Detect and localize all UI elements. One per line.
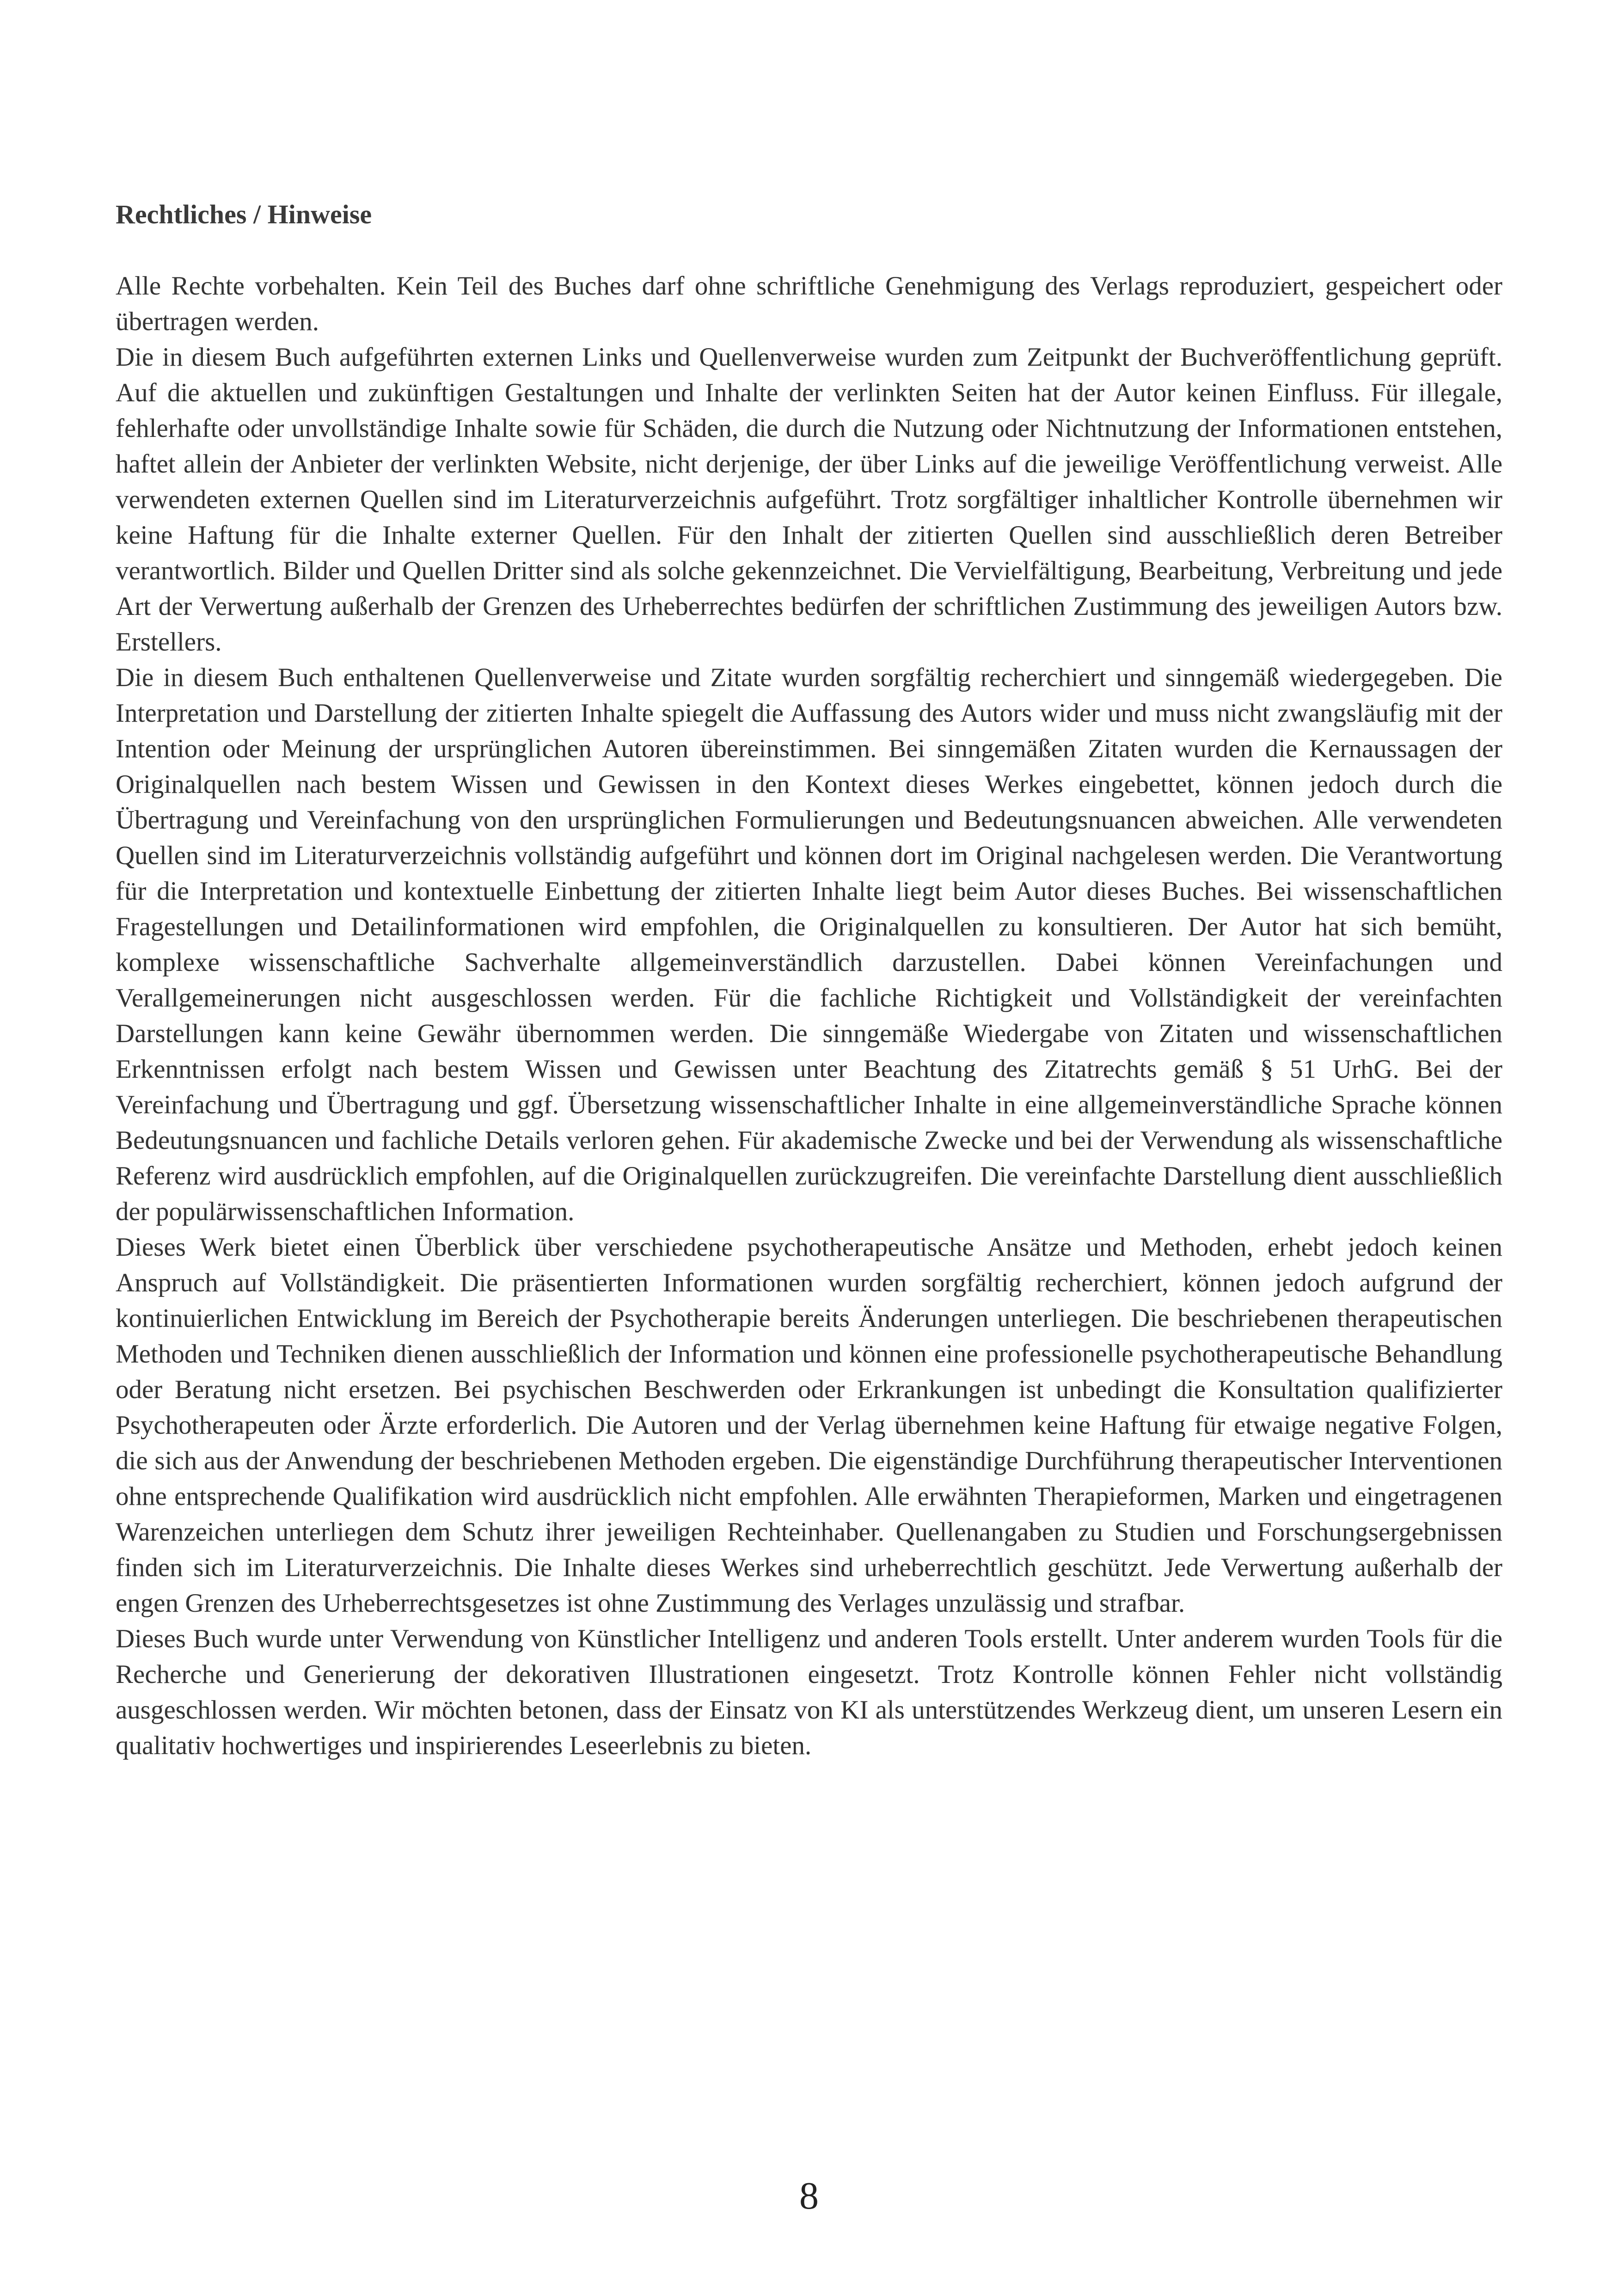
paragraph-psychotherapy-disclaimer: Dieses Werk bietet einen Überblick über verschiedene psychotherapeutische Ansätze und Methoden, erhebt jedoch keinen Anspruch auf Vollständigkeit. Die präsentierten Informationen wurden sorgfältig recherchiert, können jedoch aufgrund der kontinuierlichen Entwicklung im Bereich der Psychotherapie bereits Änderungen unterliegen. Die beschriebenen therapeutischen Methoden und Techniken dienen ausschließlich der Information und können eine professionelle psychotherapeutische Behandlung oder Beratung nicht ersetzen. Bei psychischen Beschwerden oder Erkrankungen ist unbedingt die Konsultation qualifizierter Psychotherapeuten oder Ärzte erforderlich. Die Autoren und der Verlag übernehmen keine Haftung für etwaige negative Folgen, die sich aus der Anwendung der beschriebenen Methoden ergeben. Die eigenständige Durchführung therapeutischer Interventionen ohne entsprechende Qualifikation wird ausdrücklich nicht empfohlen. Alle erwähnten Therapieformen, Marken und eingetragenen Warenzeichen unterliegen dem Schutz ihrer jeweiligen Rechteinhaber. Quellenangaben zu Studien und Forschungsergebnissen finden sich im Literaturverzeichnis. Die Inhalte dieses Werkes sind urheberrechtlich geschützt. Jede Verwertung außerhalb der engen Grenzen des Urheberrechtsgesetzes ist ohne Zustimmung des Verlages unzulässig und strafbar. xyxy=(116,1233,1502,1618)
paragraph-ai-usage: Dieses Buch wurde unter Verwendung von Künstlicher Intelligenz und anderen Tools erstellt. Unter anderem wurden Tools für die Recherche und Generierung der dekorativen Illustrationen eingesetzt. Trotz Kontrolle können Fehler nicht vollständig ausgeschlossen werden. Wir möchten betonen, dass der Einsatz von KI als unterstützendes Werkzeug dient, um unseren Lesern ein qualitativ hochwertiges und inspirierendes Leseerlebnis zu bieten. xyxy=(116,1624,1502,1760)
page-heading: Rechtliches / Hinweise xyxy=(116,199,372,229)
paragraph-rights: Alle Rechte vorbehalten. Kein Teil des Buches darf ohne schriftliche Genehmigung des Verlags reproduziert, gespeichert oder übertragen werden. xyxy=(116,271,1502,336)
paragraph-citations: Die in diesem Buch enthaltenen Quellenverweise und Zitate wurden sorgfältig recherchiert und sinngemäß wiedergegeben. Die Interpretation und Darstellung der zitierten Inhalte spiegelt die Auffassung des Autors wider und muss nicht zwangsläufig mit der Intention oder Meinung der ursprünglichen Autoren übereinstimmen. Bei sinngemäßen Zitaten wurden die Kernaussagen der Originalquellen nach bestem Wissen und Gewissen in den Kontext dieses Werkes eingebettet, können jedoch durch die Übertragung und Vereinfachung von den ursprünglichen Formulierungen und Bedeutungsnuancen abweichen. Alle verwendeten Quellen sind im Literaturverzeichnis vollständig aufgeführt und können dort im Original nachgelesen werden. Die Verantwortung für die Interpretation und kontextuelle Einbettung der zitierten Inhalte liegt beim Autor dieses Buches. Bei wissenschaftlichen Fragestellungen und Detailinformationen wird empfohlen, die Originalquellen zu konsultieren. Der Autor hat sich bemüht, komplexe wissenschaftliche Sachverhalte allgemeinverständlich darzustellen. Dabei können Vereinfachungen und Verallgemeinerungen nicht ausgeschlossen werden. Für die fachliche Richtigkeit und Vollständigkeit der vereinfachten Darstellungen kann keine Gewähr übernommen werden. Die sinngemäße Wiedergabe von Zitaten und wissenschaftlichen Erkenntnissen erfolgt nach bestem Wissen und Gewissen unter Beachtung des Zitatrechts gemäß § 51 UrhG. Bei der Vereinfachung und Übertragung und ggf. Übersetzung wissenschaftlicher Inhalte in eine allgemeinverständliche Sprache können Bedeutungsnuancen und fachliche Details verloren gehen. Für akademische Zwecke und bei der Verwendung als wissenschaftliche Referenz wird ausdrücklich empfohlen, auf die Originalquellen zurückzugreifen. Die vereinfachte Darstellung dient ausschließlich der populärwissenschaftlichen Information. xyxy=(116,663,1502,1226)
document-body xyxy=(116,268,1502,1763)
paragraph-external-links: Die in diesem Buch aufgeführten externen Links und Quellenverweise wurden zum Zeitpunkt der Buchveröffentlichung geprüft. Auf die aktuellen und zukünftigen Gestaltungen und Inhalte der verlinkten Seiten hat der Autor keinen Einfluss. Für illegale, fehlerhafte oder unvollständige Inhalte sowie für Schäden, die durch die Nutzung oder Nichtnutzung der Informationen entstehen, haftet allein der Anbieter der verlinkten Website, nicht derjenige, der über Links auf die jeweilige Veröffentlichung verweist. Alle verwendeten externen Quellen sind im Literaturverzeichnis aufgeführt. Trotz sorgfältiger inhaltlicher Kontrolle übernehmen wir keine Haftung für die Inhalte externer Quellen. Für den Inhalt der zitierten Quellen sind ausschließlich deren Betreiber verantwortlich. Bilder und Quellen Dritter sind als solche gekennzeichnet. Die Vervielfältigung, Bearbeitung, Verbreitung und jede Art der Verwertung außerhalb der Grenzen des Urheberrechtes bedürfen der schriftlichen Zustimmung des jeweiligen Autors bzw. Erstellers. xyxy=(116,343,1502,657)
page-number: 8 xyxy=(799,2174,819,2217)
